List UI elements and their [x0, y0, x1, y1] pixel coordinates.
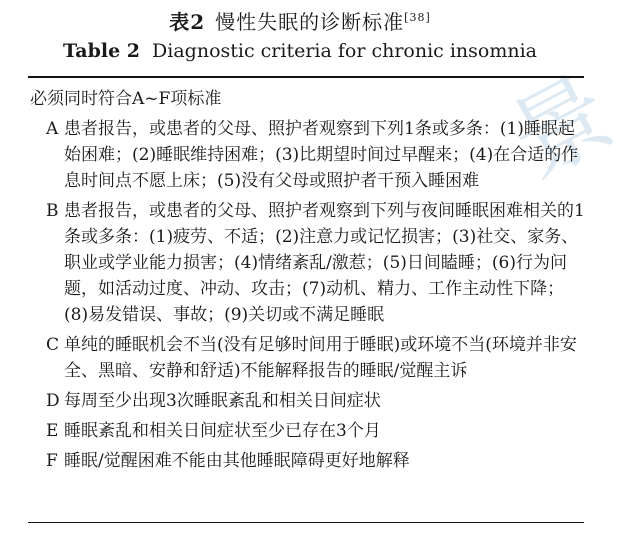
- reference-marker: [38]: [404, 11, 431, 24]
- criterion-text: 患者报告，或患者的父母、照护者观察到下列1条或多条：(1)睡眠起始困难；(2)睡眠维持困难；(3)比期望时间过早醒来；(4)在合适的作息时间点不愿上床；(5)没有父母或照护者干预入睡困难: [64, 119, 579, 191]
- table-bottom-rule: [28, 522, 584, 523]
- criterion-item: [46, 388, 586, 414]
- criterion-letter: F: [46, 451, 58, 471]
- table-label-english: Table 2: [62, 40, 141, 62]
- criterion-text: 单纯的睡眠机会不当(没有足够时间用于睡眠)或环境不当(环境并非安全、黑暗、安静和舒适)不能解释报告的睡眠/觉醒主诉: [64, 335, 577, 381]
- table-title-english: [0, 40, 600, 62]
- criteria-intro: 必须同时符合A~F项标准: [30, 89, 222, 109]
- table-title-chinese: [0, 6, 600, 35]
- criterion-text: 患者报告，或患者的父母、照护者观察到下列与夜间睡眠困难相关的1条或多条：(1)疲劳、不适；(2)注意力或记忆损害；(3)社交、家务、职业或学业能力损害；(4)情绪紊乱/激惹；(5)日间瞌睡；(6)行为问题，如活动过度、冲动、攻击；(7)动机、精力、工作主动性下降；(8)易发错误、事故；(9)关切或不满足睡眠: [64, 201, 585, 325]
- criterion-letter: C: [46, 335, 60, 355]
- criterion-item: [46, 198, 586, 328]
- watermark-glyph: 景: [492, 55, 631, 200]
- criterion-item: [46, 448, 586, 474]
- table-title-chinese-text: 慢性失眠的诊断标准: [215, 10, 405, 34]
- criteria-list: [46, 116, 586, 478]
- criterion-item: [46, 116, 586, 194]
- criterion-text: 睡眠/觉醒困难不能由其他睡眠障碍更好地解释: [64, 451, 410, 471]
- criterion-letter: D: [46, 391, 60, 411]
- table-label-chinese: 表2: [169, 10, 206, 34]
- table-title-english-text: Diagnostic criteria for chronic insomnia: [152, 40, 538, 62]
- criterion-letter: B: [46, 201, 59, 221]
- criterion-text: 每周至少出现3次睡眠紊乱和相关日间症状: [64, 391, 381, 411]
- criterion-item: [46, 332, 586, 384]
- table-top-rule: [28, 76, 584, 78]
- criterion-item: [46, 418, 586, 444]
- criterion-letter: A: [46, 119, 59, 139]
- criterion-text: 睡眠紊乱和相关日间症状至少已存在3个月: [64, 421, 381, 441]
- criterion-letter: E: [46, 421, 59, 441]
